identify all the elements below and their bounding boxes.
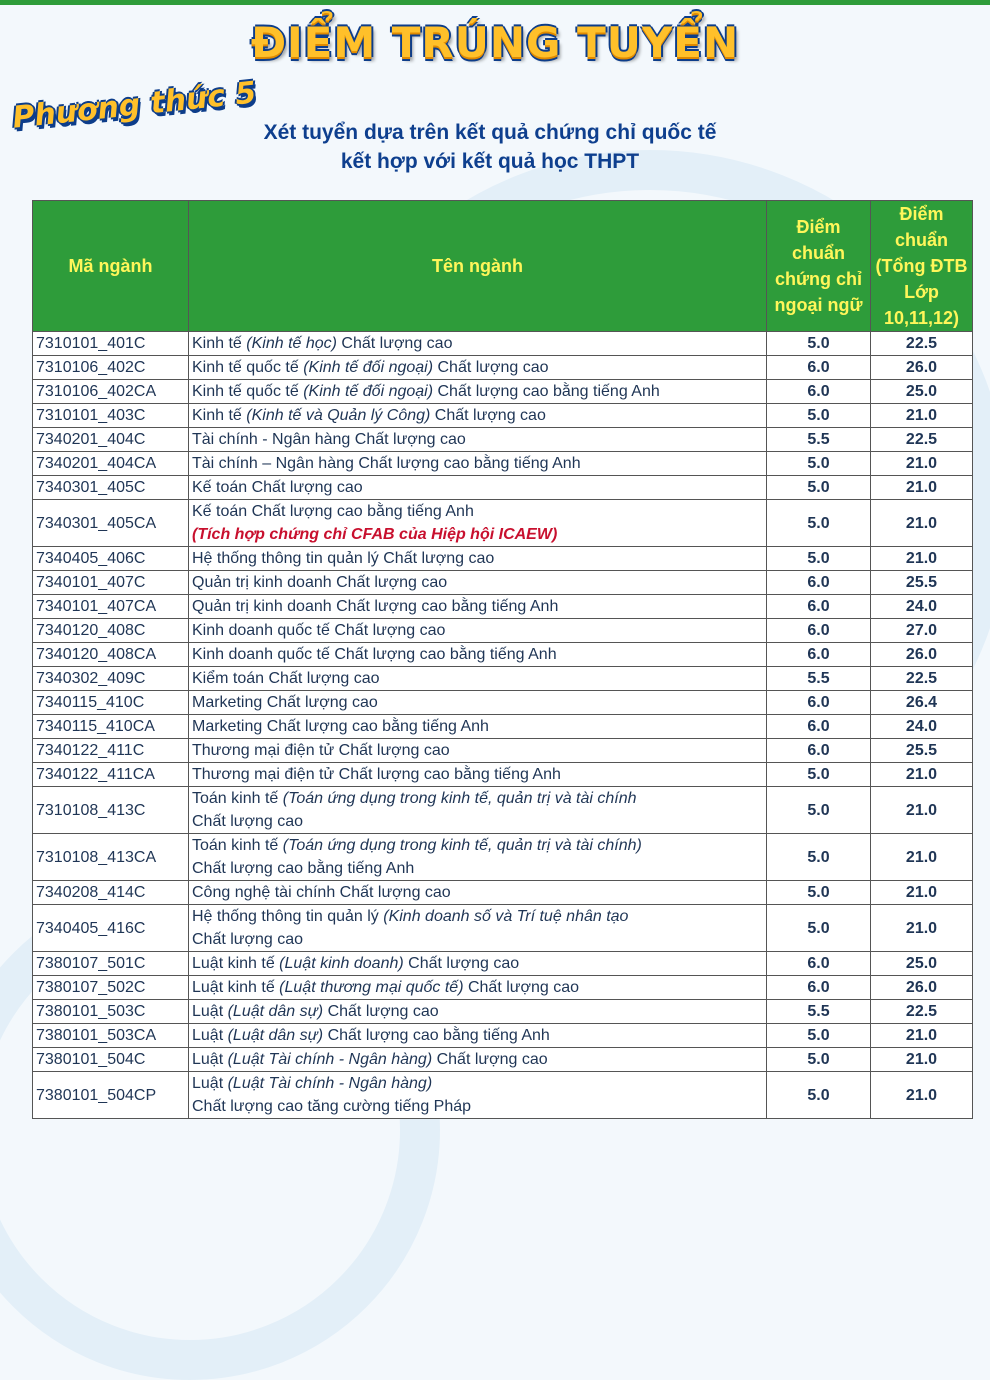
program-name-text: Kế toán Chất lượng cao xyxy=(192,479,363,496)
program-code: 7340101_407C xyxy=(33,571,189,595)
score-cert: 5.0 xyxy=(767,787,871,834)
program-code: 7380107_501C xyxy=(33,952,189,976)
program-code: 7310106_402CA xyxy=(33,380,189,404)
score-cert: 5.0 xyxy=(767,452,871,476)
table-row xyxy=(33,1048,973,1072)
program-code: 7310108_413C xyxy=(33,787,189,834)
program-name xyxy=(189,500,767,547)
score-gpa: 21.0 xyxy=(871,500,973,547)
score-gpa: 21.0 xyxy=(871,763,973,787)
program-name xyxy=(189,1072,767,1119)
score-cert: 6.0 xyxy=(767,739,871,763)
table-body xyxy=(33,332,973,1119)
score-gpa: 24.0 xyxy=(871,715,973,739)
score-cert: 5.0 xyxy=(767,834,871,881)
program-name xyxy=(189,404,767,428)
program-name-text: Thương mại điện tử Chất lượng cao bằng tiếng Anh xyxy=(192,766,561,783)
program-name-text: Luật xyxy=(192,1075,228,1092)
score-gpa: 22.5 xyxy=(871,667,973,691)
score-gpa: 21.0 xyxy=(871,547,973,571)
table-row xyxy=(33,952,973,976)
program-code: 7310106_402C xyxy=(33,356,189,380)
program-name-text: Kế toán Chất lượng cao bằng tiếng Anh xyxy=(192,503,474,520)
score-gpa: 21.0 xyxy=(871,476,973,500)
table-row xyxy=(33,691,973,715)
program-name xyxy=(189,763,767,787)
program-specialization: (Toán ứng dụng trong kinh tế, quản trị và tài chính xyxy=(282,790,637,807)
table-row xyxy=(33,595,973,619)
table-row xyxy=(33,356,973,380)
table-header-row xyxy=(33,201,973,332)
program-code: 7380101_503C xyxy=(33,1000,189,1024)
table-row xyxy=(33,1072,973,1119)
program-code: 7380101_503CA xyxy=(33,1024,189,1048)
score-cert: 5.0 xyxy=(767,332,871,356)
table-row xyxy=(33,476,973,500)
program-name-line2: Chất lượng cao bằng tiếng Anh xyxy=(192,860,415,877)
program-name-text: Kinh tế quốc tế xyxy=(192,359,304,376)
program-name-text: Thương mại điện tử Chất lượng cao xyxy=(192,742,450,759)
score-cert: 5.5 xyxy=(767,667,871,691)
admission-scores-table xyxy=(32,200,973,1119)
table-row xyxy=(33,547,973,571)
score-cert: 6.0 xyxy=(767,691,871,715)
table-row xyxy=(33,643,973,667)
program-name-text: Luật xyxy=(192,1003,228,1020)
score-gpa: 22.5 xyxy=(871,332,973,356)
program-name xyxy=(189,1024,767,1048)
program-code: 7310101_403C xyxy=(33,404,189,428)
table-row xyxy=(33,619,973,643)
score-cert: 6.0 xyxy=(767,356,871,380)
program-name xyxy=(189,905,767,952)
score-cert: 5.0 xyxy=(767,1072,871,1119)
program-name xyxy=(189,476,767,500)
program-name-text: Luật xyxy=(192,1051,228,1068)
program-code: 7340208_414C xyxy=(33,881,189,905)
program-name-suffix: Chất lượng cao xyxy=(433,359,549,376)
program-code: 7340301_405CA xyxy=(33,500,189,547)
score-gpa: 24.0 xyxy=(871,595,973,619)
program-code: 7340301_405C xyxy=(33,476,189,500)
score-gpa: 21.0 xyxy=(871,1072,973,1119)
score-gpa: 21.0 xyxy=(871,905,973,952)
program-name-suffix: Chất lượng cao xyxy=(432,1051,548,1068)
score-gpa: 25.5 xyxy=(871,571,973,595)
program-name-text: Luật kinh tế xyxy=(192,955,280,972)
program-name xyxy=(189,356,767,380)
program-code: 7340122_411C xyxy=(33,739,189,763)
program-name-text: Luật kinh tế xyxy=(192,979,280,996)
program-specialization: (Kinh tế và Quản lý Công) xyxy=(246,407,431,424)
header-code: Mã ngành xyxy=(33,201,189,332)
program-name xyxy=(189,1048,767,1072)
program-code: 7340122_411CA xyxy=(33,763,189,787)
table-row xyxy=(33,881,973,905)
program-name xyxy=(189,691,767,715)
page-title: ĐIỂM TRÚNG TUYỂN xyxy=(250,18,740,67)
table-row xyxy=(33,500,973,547)
program-code: 7340302_409C xyxy=(33,667,189,691)
program-name-text: Toán kinh tế xyxy=(192,837,283,854)
program-name-text: Tài chính - Ngân hàng Chất lượng cao xyxy=(192,431,466,448)
table-row xyxy=(33,834,973,881)
program-name-suffix: Chất lượng cao xyxy=(336,335,453,352)
score-gpa: 26.0 xyxy=(871,356,973,380)
score-gpa: 21.0 xyxy=(871,1024,973,1048)
program-code: 7340201_404CA xyxy=(33,452,189,476)
program-name-line2: Chất lượng cao xyxy=(192,813,304,830)
program-name-text: Kinh doanh quốc tế Chất lượng cao bằng tiếng Anh xyxy=(192,646,557,663)
program-name-suffix: Chất lượng cao xyxy=(430,407,546,424)
score-cert: 6.0 xyxy=(767,715,871,739)
score-gpa: 26.0 xyxy=(871,643,973,667)
program-name-text: Toán kinh tế xyxy=(192,790,283,807)
score-cert: 5.0 xyxy=(767,763,871,787)
program-code: 7380107_502C xyxy=(33,976,189,1000)
program-name xyxy=(189,952,767,976)
program-name-text: Tài chính – Ngân hàng Chất lượng cao bằng tiếng Anh xyxy=(192,455,581,472)
score-gpa: 21.0 xyxy=(871,787,973,834)
program-specialization: (Luật thương mại quốc tế) xyxy=(279,979,464,996)
program-name-line2: Chất lượng cao tăng cường tiếng Pháp xyxy=(192,1098,472,1115)
program-code: 7340120_408CA xyxy=(33,643,189,667)
table-row xyxy=(33,976,973,1000)
score-cert: 5.5 xyxy=(767,428,871,452)
program-specialization: (Kinh tế học) xyxy=(246,335,337,352)
score-gpa: 22.5 xyxy=(871,1000,973,1024)
table-row xyxy=(33,452,973,476)
program-specialization: (Kinh doanh số và Trí tuệ nhân tạo xyxy=(383,908,629,925)
program-specialization: (Luật Tài chính - Ngân hàng) xyxy=(227,1051,433,1068)
score-cert: 5.0 xyxy=(767,500,871,547)
program-specialization: (Luật Tài chính - Ngân hàng) xyxy=(227,1075,433,1092)
program-name xyxy=(189,332,767,356)
top-accent-bar xyxy=(0,0,990,5)
score-gpa: 21.0 xyxy=(871,834,973,881)
program-name xyxy=(189,787,767,834)
program-name xyxy=(189,452,767,476)
program-name-text: Marketing Chất lượng cao bằng tiếng Anh xyxy=(192,718,489,735)
score-cert: 6.0 xyxy=(767,380,871,404)
table-row xyxy=(33,715,973,739)
score-gpa: 26.0 xyxy=(871,976,973,1000)
program-name xyxy=(189,619,767,643)
program-name-suffix: Chất lượng cao xyxy=(323,1003,439,1020)
program-name-text: Kinh tế xyxy=(192,407,247,424)
score-cert: 6.0 xyxy=(767,952,871,976)
score-cert: 5.0 xyxy=(767,1048,871,1072)
program-name-text: Kinh tế quốc tế xyxy=(192,383,304,400)
score-cert: 6.0 xyxy=(767,643,871,667)
score-cert: 5.0 xyxy=(767,905,871,952)
program-specialization: (Luật dân sự) xyxy=(227,1027,324,1044)
program-name-text: Quản trị kinh doanh Chất lượng cao xyxy=(192,574,448,591)
program-name-text: Marketing Chất lượng cao xyxy=(192,694,378,711)
score-cert: 5.0 xyxy=(767,547,871,571)
score-gpa: 25.5 xyxy=(871,739,973,763)
header-score-gpa: Điểm chuẩn (Tổng ĐTB Lớp 10,11,12) xyxy=(871,201,973,332)
program-name xyxy=(189,715,767,739)
table-row xyxy=(33,1000,973,1024)
score-gpa: 21.0 xyxy=(871,881,973,905)
table-row xyxy=(33,1024,973,1048)
score-cert: 6.0 xyxy=(767,595,871,619)
program-code: 7380101_504CP xyxy=(33,1072,189,1119)
score-gpa: 21.0 xyxy=(871,404,973,428)
score-cert: 5.0 xyxy=(767,881,871,905)
score-cert: 5.0 xyxy=(767,1024,871,1048)
header-name: Tên ngành xyxy=(189,201,767,332)
score-cert: 6.0 xyxy=(767,976,871,1000)
subtitle-line-2: kết hợp với kết quả học THPT xyxy=(340,150,640,173)
program-code: 7340101_407CA xyxy=(33,595,189,619)
program-code: 7340115_410CA xyxy=(33,715,189,739)
score-gpa: 27.0 xyxy=(871,619,973,643)
table-row xyxy=(33,787,973,834)
score-cert: 6.0 xyxy=(767,619,871,643)
program-name-suffix: Chất lượng cao xyxy=(403,955,520,972)
program-name xyxy=(189,739,767,763)
program-name xyxy=(189,571,767,595)
program-name-text: Công nghệ tài chính Chất lượng cao xyxy=(192,884,451,901)
program-code: 7340115_410C xyxy=(33,691,189,715)
program-name-text: Kinh doanh quốc tế Chất lượng cao xyxy=(192,622,446,639)
program-name-line2: Chất lượng cao xyxy=(192,931,304,948)
score-cert: 6.0 xyxy=(767,571,871,595)
program-name-text: Luật xyxy=(192,1027,228,1044)
program-name xyxy=(189,881,767,905)
score-gpa: 21.0 xyxy=(871,1048,973,1072)
score-cert: 5.0 xyxy=(767,404,871,428)
table-row xyxy=(33,404,973,428)
program-name xyxy=(189,1000,767,1024)
program-specialization: (Toán ứng dụng trong kinh tế, quản trị và tài chính) xyxy=(282,837,642,854)
table-row xyxy=(33,905,973,952)
program-specialization: (Luật kinh doanh) xyxy=(279,955,404,972)
program-name xyxy=(189,667,767,691)
program-code: 7380101_504C xyxy=(33,1048,189,1072)
program-name-suffix: Chất lượng cao bằng tiếng Anh xyxy=(323,1027,550,1044)
program-name-text: Hệ thống thông tin quản lý Chất lượng cao xyxy=(192,550,495,567)
method-badge: Phương thức 5 xyxy=(10,75,258,136)
program-name-text: Kinh tế xyxy=(192,335,247,352)
program-name-text: Quản trị kinh doanh Chất lượng cao bằng tiếng Anh xyxy=(192,598,559,615)
score-gpa: 22.5 xyxy=(871,428,973,452)
program-name xyxy=(189,380,767,404)
table-row xyxy=(33,667,973,691)
program-name xyxy=(189,428,767,452)
subtitle-line-1: Xét tuyển dựa trên kết quả chứng chỉ quốc tế xyxy=(263,121,717,144)
program-name xyxy=(189,643,767,667)
program-note-highlight: (Tích hợp chứng chỉ CFAB của Hiệp hội ICAEW) xyxy=(192,526,558,543)
program-name-text: Hệ thống thông tin quản lý xyxy=(192,908,384,925)
score-gpa: 26.4 xyxy=(871,691,973,715)
program-code: 7340201_404C xyxy=(33,428,189,452)
table-row xyxy=(33,428,973,452)
program-code: 7310108_413CA xyxy=(33,834,189,881)
program-code: 7340120_408C xyxy=(33,619,189,643)
table-row xyxy=(33,739,973,763)
program-name xyxy=(189,595,767,619)
score-cert: 5.0 xyxy=(767,476,871,500)
program-name xyxy=(189,547,767,571)
program-name xyxy=(189,834,767,881)
score-gpa: 25.0 xyxy=(871,380,973,404)
program-name-text: Kiểm toán Chất lượng cao xyxy=(192,670,380,687)
program-code: 7340405_406C xyxy=(33,547,189,571)
table-row xyxy=(33,332,973,356)
score-gpa: 21.0 xyxy=(871,452,973,476)
program-specialization: (Kinh tế đối ngoại) xyxy=(303,383,434,400)
program-name-suffix: Chất lượng cao bằng tiếng Anh xyxy=(433,383,660,400)
table-row xyxy=(33,763,973,787)
header-score-cert: Điểm chuẩn chứng chỉ ngoại ngữ xyxy=(767,201,871,332)
program-name xyxy=(189,976,767,1000)
program-specialization: (Luật dân sự) xyxy=(227,1003,324,1020)
score-cert: 5.5 xyxy=(767,1000,871,1024)
table-row xyxy=(33,571,973,595)
program-name-suffix: Chất lượng cao xyxy=(463,979,580,996)
program-code: 7340405_416C xyxy=(33,905,189,952)
score-gpa: 25.0 xyxy=(871,952,973,976)
table-row xyxy=(33,380,973,404)
program-specialization: (Kinh tế đối ngoại) xyxy=(303,359,434,376)
program-code: 7310101_401C xyxy=(33,332,189,356)
